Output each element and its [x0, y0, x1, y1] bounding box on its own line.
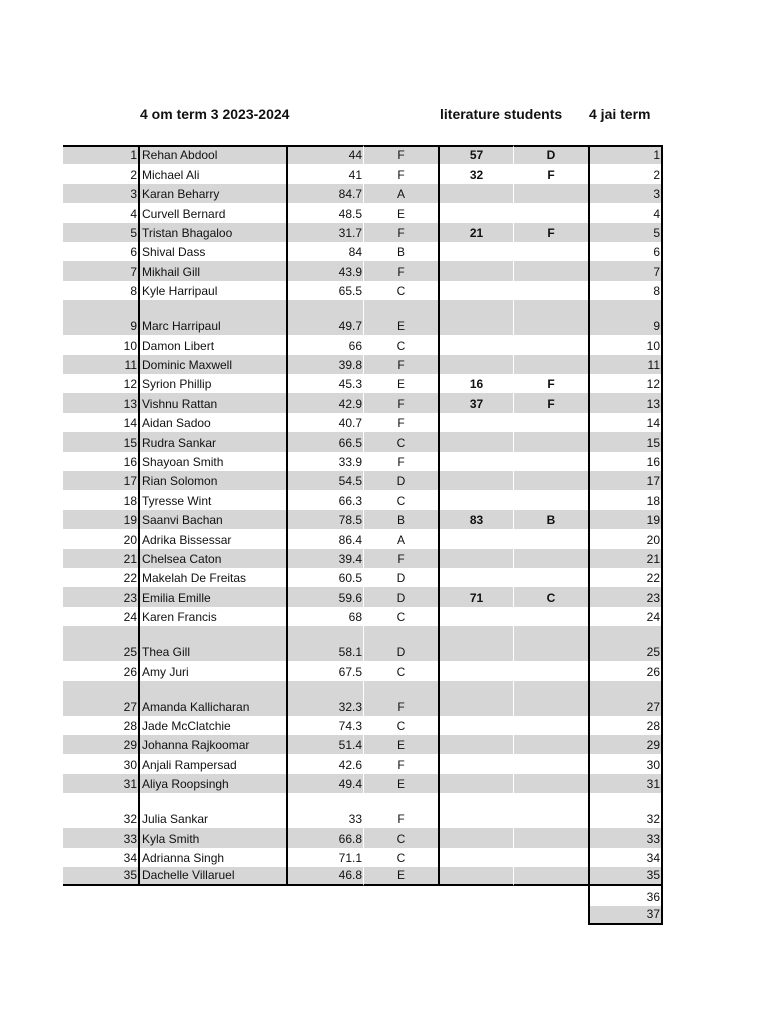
- literature-grade-cell[interactable]: [513, 607, 588, 626]
- student-name-cell[interactable]: Emilia Emille: [138, 587, 288, 606]
- table-row: [63, 735, 663, 754]
- term4-number-cell[interactable]: 14: [588, 413, 663, 432]
- term3-score-cell[interactable]: 46.8: [288, 867, 363, 886]
- term3-grade-cell[interactable]: C: [363, 661, 438, 680]
- sheet-title: 4 om term 3 2023-2024: [140, 106, 290, 122]
- row-number-cell[interactable]: 6: [130, 245, 137, 260]
- term4-number-cell[interactable]: 17: [588, 471, 663, 490]
- student-name-cell[interactable]: Saanvi Bachan: [138, 510, 288, 529]
- row-number-cell[interactable]: 12: [123, 377, 137, 392]
- literature-grade-cell[interactable]: D: [513, 145, 588, 164]
- literature-grade-cell[interactable]: [513, 355, 588, 374]
- row-number-cell[interactable]: 8: [130, 284, 137, 299]
- row-number-cell[interactable]: 17: [63, 471, 138, 490]
- term3-score-cell[interactable]: 41: [348, 167, 362, 182]
- literature-grade-cell[interactable]: F: [513, 393, 588, 412]
- literature-grade-cell[interactable]: [513, 432, 588, 451]
- literature-grade-cell[interactable]: B: [513, 510, 588, 529]
- student-name-cell[interactable]: Karen Francis: [138, 607, 288, 626]
- student-name-cell[interactable]: Aliya Roopsingh: [138, 774, 288, 793]
- term4-number-cell[interactable]: 34: [588, 848, 663, 867]
- student-name-cell[interactable]: Johanna Rajkoomar: [138, 735, 288, 754]
- term3-score-cell[interactable]: 39.4: [288, 549, 363, 568]
- table-row: [63, 828, 663, 847]
- student-name-cell[interactable]: Rian Solomon: [138, 471, 288, 490]
- term4-number-cell[interactable]: 3: [588, 184, 663, 203]
- row-number-cell[interactable]: 14: [123, 416, 137, 431]
- term3-grade-cell[interactable]: E: [363, 867, 438, 886]
- row-number-cell[interactable]: 19: [63, 510, 138, 529]
- term4-number-cell[interactable]: 8: [588, 281, 663, 300]
- term3-grade-cell[interactable]: C: [363, 281, 438, 300]
- table-row: [63, 793, 663, 828]
- table-row: [63, 432, 663, 451]
- row-number-cell[interactable]: 11: [63, 355, 138, 374]
- row-number-cell[interactable]: 26: [123, 664, 137, 679]
- term3-score-cell[interactable]: 68: [348, 610, 362, 625]
- literature-score-cell[interactable]: [438, 848, 513, 867]
- term3-score-cell[interactable]: 78.5: [288, 510, 363, 529]
- term3-grade-cell[interactable]: E: [363, 735, 438, 754]
- student-name-cell[interactable]: Curvell Bernard: [138, 203, 288, 222]
- term3-score-cell[interactable]: 31.7: [288, 223, 363, 242]
- student-name-cell[interactable]: Karan Beharry: [138, 184, 288, 203]
- row-number-cell[interactable]: 18: [123, 493, 137, 508]
- student-name-cell[interactable]: Amy Juri: [138, 661, 288, 680]
- table-row: [63, 774, 663, 793]
- literature-grade-cell[interactable]: [513, 300, 588, 335]
- term3-grade-cell[interactable]: C: [363, 490, 438, 509]
- student-name-cell[interactable]: Kyla Smith: [138, 828, 288, 847]
- student-name-cell[interactable]: Michael Ali: [138, 164, 288, 183]
- literature-score-cell[interactable]: 71: [438, 587, 513, 606]
- literature-score-cell[interactable]: [438, 281, 513, 300]
- row-number-cell[interactable]: 21: [63, 549, 138, 568]
- literature-score-cell[interactable]: [438, 490, 513, 509]
- term3-grade-cell[interactable]: F: [363, 393, 438, 412]
- term4-number-cell[interactable]: 28: [588, 716, 663, 735]
- term4-number-cell[interactable]: 37: [588, 906, 663, 925]
- literature-grade-cell[interactable]: [513, 867, 588, 886]
- table-row: [63, 223, 663, 242]
- literature-score-cell[interactable]: [438, 549, 513, 568]
- literature-grade-cell[interactable]: C: [513, 587, 588, 606]
- literature-score-cell[interactable]: [438, 300, 513, 335]
- term4-number-cell[interactable]: 10: [588, 335, 663, 354]
- row-number-cell[interactable]: 24: [123, 610, 137, 625]
- literature-score-cell[interactable]: 32: [438, 164, 513, 183]
- literature-grade-cell[interactable]: F: [513, 374, 588, 393]
- literature-grade-cell[interactable]: [513, 335, 588, 354]
- term3-score-cell[interactable]: 71.1: [338, 850, 362, 865]
- term3-score-cell[interactable]: 42.6: [338, 757, 362, 772]
- literature-score-cell[interactable]: [438, 867, 513, 886]
- literature-grade-cell[interactable]: [513, 471, 588, 490]
- term4-number-cell[interactable]: 32: [588, 793, 663, 828]
- literature-grade-cell[interactable]: [513, 568, 588, 587]
- student-name-cell[interactable]: Shival Dass: [138, 242, 288, 261]
- term4-number-cell[interactable]: 22: [588, 568, 663, 587]
- row-number-cell[interactable]: 7: [63, 261, 138, 280]
- term3-grade-cell[interactable]: F: [363, 164, 438, 183]
- student-name-cell[interactable]: Julia Sankar: [138, 793, 288, 828]
- term3-score-cell[interactable]: 54.5: [288, 471, 363, 490]
- literature-grade-cell[interactable]: [513, 490, 588, 509]
- term4-heading: 4 jai term: [589, 106, 651, 122]
- literature-grade-cell[interactable]: [513, 452, 588, 471]
- row-number-cell[interactable]: 31: [63, 774, 138, 793]
- term3-score-cell[interactable]: 65.5: [338, 284, 362, 299]
- literature-score-cell[interactable]: [438, 735, 513, 754]
- term4-number-cell[interactable]: 18: [588, 490, 663, 509]
- literature-grade-cell[interactable]: [513, 281, 588, 300]
- literature-grade-cell[interactable]: F: [513, 223, 588, 242]
- row-number-cell[interactable]: 20: [123, 532, 137, 547]
- term3-score-cell[interactable]: 84.7: [288, 184, 363, 203]
- literature-score-cell[interactable]: [438, 626, 513, 661]
- term4-number-cell[interactable]: 16: [588, 452, 663, 471]
- term3-grade-cell[interactable]: D: [363, 568, 438, 587]
- term3-score-cell[interactable]: 48.5: [338, 206, 362, 221]
- table-row: [63, 164, 663, 183]
- term4-number-cell[interactable]: 7: [588, 261, 663, 280]
- literature-grade-cell[interactable]: [513, 549, 588, 568]
- table-row: [63, 549, 663, 568]
- literature-grade-cell[interactable]: [513, 184, 588, 203]
- row-number-cell[interactable]: 30: [123, 757, 137, 772]
- literature-grade-cell[interactable]: [513, 735, 588, 754]
- table-row: [63, 300, 663, 335]
- row-number-cell[interactable]: 25: [63, 626, 138, 661]
- term4-number-cell[interactable]: 29: [588, 735, 663, 754]
- term3-grade-cell[interactable]: C: [363, 828, 438, 847]
- term4-number-cell[interactable]: 6: [588, 242, 663, 261]
- table-row: [63, 184, 663, 203]
- term4-number-cell[interactable]: 15: [588, 432, 663, 451]
- term3-score-cell[interactable]: 59.6: [288, 587, 363, 606]
- table-row: [63, 848, 663, 867]
- literature-score-cell[interactable]: [438, 661, 513, 680]
- table-row: [63, 393, 663, 412]
- term3-grade-cell[interactable]: B: [363, 510, 438, 529]
- student-name-cell[interactable]: Aidan Sadoo: [138, 413, 288, 432]
- table-row: [63, 145, 663, 164]
- term4-number-cell[interactable]: 20: [588, 529, 663, 548]
- literature-grade-cell[interactable]: [513, 413, 588, 432]
- term3-grade-cell[interactable]: D: [363, 587, 438, 606]
- term3-grade-cell[interactable]: F: [363, 681, 438, 716]
- literature-grade-cell[interactable]: [513, 529, 588, 548]
- row-number-cell[interactable]: 10: [123, 338, 137, 353]
- literature-score-cell[interactable]: [438, 355, 513, 374]
- literature-grade-cell[interactable]: [513, 681, 588, 716]
- term3-score-cell[interactable]: 42.9: [288, 393, 363, 412]
- student-name-cell[interactable]: Syrion Phillip: [138, 374, 288, 393]
- literature-score-cell[interactable]: [438, 716, 513, 735]
- table-row: [63, 452, 663, 471]
- term3-grade-cell[interactable]: F: [363, 413, 438, 432]
- table-row: [63, 490, 663, 509]
- term3-grade-cell[interactable]: C: [363, 335, 438, 354]
- literature-grade-cell[interactable]: [513, 754, 588, 773]
- term4-number-cell[interactable]: 21: [588, 549, 663, 568]
- term4-number-cell[interactable]: 35: [588, 867, 663, 886]
- literature-grade-cell[interactable]: [513, 261, 588, 280]
- term3-score-cell[interactable]: 66.5: [288, 432, 363, 451]
- term4-number-cell[interactable]: 12: [588, 374, 663, 393]
- term3-grade-cell[interactable]: F: [363, 145, 438, 164]
- term4-number-cell[interactable]: 23: [588, 587, 663, 606]
- term4-number-cell[interactable]: 4: [588, 203, 663, 222]
- student-name-cell[interactable]: Chelsea Caton: [138, 549, 288, 568]
- student-name-cell[interactable]: Kyle Harripaul: [138, 281, 288, 300]
- literature-score-cell[interactable]: 37: [438, 393, 513, 412]
- term3-grade-cell[interactable]: A: [363, 529, 438, 548]
- term3-score-cell[interactable]: 51.4: [288, 735, 363, 754]
- literature-grade-cell[interactable]: [513, 626, 588, 661]
- term3-grade-cell[interactable]: A: [363, 184, 438, 203]
- literature-score-cell[interactable]: 16: [438, 374, 513, 393]
- term3-grade-cell[interactable]: B: [363, 242, 438, 261]
- student-name-cell[interactable]: Vishnu Rattan: [138, 393, 288, 412]
- term4-number-cell[interactable]: 26: [588, 661, 663, 680]
- literature-score-cell[interactable]: [438, 828, 513, 847]
- table-row: [63, 716, 663, 735]
- term4-number-cell[interactable]: 2: [588, 164, 663, 183]
- row-number-cell[interactable]: 27: [63, 681, 138, 716]
- term4-number-cell[interactable]: 5: [588, 223, 663, 242]
- table-row: [63, 587, 663, 606]
- student-name-cell[interactable]: Adrika Bissessar: [138, 529, 288, 548]
- literature-score-cell[interactable]: [438, 471, 513, 490]
- literature-grade-cell[interactable]: [513, 242, 588, 261]
- term3-score-cell[interactable]: 58.1: [288, 626, 363, 661]
- literature-grade-cell[interactable]: [513, 793, 588, 828]
- student-name-cell[interactable]: Tyresse Wint: [138, 490, 288, 509]
- term3-score-cell[interactable]: 49.4: [288, 774, 363, 793]
- row-number-cell[interactable]: 32: [123, 812, 137, 827]
- literature-score-cell[interactable]: [438, 774, 513, 793]
- literature-grade-cell[interactable]: [513, 828, 588, 847]
- term3-grade-cell[interactable]: E: [363, 374, 438, 393]
- term3-grade-cell[interactable]: F: [363, 355, 438, 374]
- literature-score-cell[interactable]: 57: [438, 145, 513, 164]
- row-number-cell[interactable]: 9: [63, 300, 138, 335]
- row-number-cell[interactable]: 16: [123, 454, 137, 469]
- term3-grade-cell[interactable]: C: [363, 432, 438, 451]
- term3-grade-cell[interactable]: E: [363, 203, 438, 222]
- term3-score-cell[interactable]: 66: [348, 338, 362, 353]
- student-name-cell[interactable]: Dominic Maxwell: [138, 355, 288, 374]
- table-row: [63, 471, 663, 490]
- term3-score-cell[interactable]: 32.3: [288, 681, 363, 716]
- table-row: [63, 413, 663, 432]
- student-name-cell[interactable]: Anjali Rampersad: [138, 754, 288, 773]
- term3-score-cell[interactable]: 40.7: [338, 416, 362, 431]
- table-row: [63, 374, 663, 393]
- student-name-cell[interactable]: Jade McClatchie: [138, 716, 288, 735]
- row-number-cell[interactable]: 5: [63, 223, 138, 242]
- term3-score-cell[interactable]: 33.9: [338, 454, 362, 469]
- literature-score-cell[interactable]: [438, 607, 513, 626]
- table-row: [63, 568, 663, 587]
- literature-students-heading: literature students: [440, 106, 563, 122]
- row-number-cell[interactable]: 23: [63, 587, 138, 606]
- term3-score-cell[interactable]: 44: [288, 145, 363, 164]
- row-number-cell[interactable]: 33: [63, 828, 138, 847]
- term3-grade-cell[interactable]: D: [363, 471, 438, 490]
- student-name-cell[interactable]: Damon Libert: [138, 335, 288, 354]
- literature-score-cell[interactable]: [438, 452, 513, 471]
- table-row: [63, 607, 663, 626]
- literature-grade-cell[interactable]: [513, 716, 588, 735]
- literature-score-cell[interactable]: [438, 184, 513, 203]
- term3-score-cell[interactable]: 74.3: [338, 718, 362, 733]
- student-name-cell[interactable]: Rudra Sankar: [138, 432, 288, 451]
- term3-grade-cell[interactable]: C: [363, 848, 438, 867]
- table-row: [63, 626, 663, 661]
- term3-score-cell[interactable]: 45.3: [338, 377, 362, 392]
- term3-grade-cell[interactable]: C: [363, 716, 438, 735]
- literature-score-cell[interactable]: [438, 413, 513, 432]
- term4-number-cell[interactable]: 25: [588, 626, 663, 661]
- term3-score-cell[interactable]: 84: [348, 245, 362, 260]
- term3-grade-cell[interactable]: E: [363, 774, 438, 793]
- term4-number-cell[interactable]: 1: [588, 145, 663, 164]
- term3-score-cell[interactable]: 67.5: [338, 664, 362, 679]
- table-row: [63, 529, 663, 548]
- row-number-cell[interactable]: 13: [63, 393, 138, 412]
- term3-score-cell[interactable]: 33: [348, 812, 362, 827]
- term4-number-cell[interactable]: 33: [588, 828, 663, 847]
- term4-number-cell[interactable]: 11: [588, 355, 663, 374]
- student-name-cell[interactable]: Thea Gill: [138, 626, 288, 661]
- table-row: [63, 261, 663, 280]
- table-row: [63, 867, 663, 886]
- row-number-cell[interactable]: 29: [63, 735, 138, 754]
- student-name-cell[interactable]: Mikhail Gill: [138, 261, 288, 280]
- student-name-cell[interactable]: Dachelle Villaruel: [138, 867, 288, 886]
- table-row: [63, 242, 663, 261]
- term3-grade-cell[interactable]: C: [363, 607, 438, 626]
- table-row: [63, 510, 663, 529]
- literature-score-cell[interactable]: 83: [438, 510, 513, 529]
- term3-score-cell[interactable]: 86.4: [338, 532, 362, 547]
- literature-score-cell[interactable]: [438, 261, 513, 280]
- literature-score-cell[interactable]: [438, 529, 513, 548]
- term4-number-cell[interactable]: 13: [588, 393, 663, 412]
- table-row: [63, 754, 663, 773]
- student-name-cell[interactable]: Shayoan Smith: [138, 452, 288, 471]
- table-row: [63, 661, 663, 680]
- literature-score-cell[interactable]: [438, 432, 513, 451]
- literature-score-cell[interactable]: [438, 793, 513, 828]
- literature-grade-cell[interactable]: [513, 848, 588, 867]
- term3-grade-cell[interactable]: F: [363, 549, 438, 568]
- term4-number-cell[interactable]: 9: [588, 300, 663, 335]
- row-number-cell[interactable]: 2: [130, 167, 137, 182]
- row-number-cell[interactable]: 4: [130, 206, 137, 221]
- term4-number-cell[interactable]: 27: [588, 681, 663, 716]
- table-row: [63, 281, 663, 300]
- term3-score-cell[interactable]: 39.8: [288, 355, 363, 374]
- row-number-cell[interactable]: 28: [123, 718, 137, 733]
- student-name-cell[interactable]: Rehan Abdool: [138, 145, 288, 164]
- term3-score-cell[interactable]: 49.7: [288, 300, 363, 335]
- student-name-cell[interactable]: Amanda Kallicharan: [138, 681, 288, 716]
- term3-score-cell[interactable]: 43.9: [288, 261, 363, 280]
- term3-grade-cell[interactable]: F: [363, 223, 438, 242]
- student-name-cell[interactable]: Adrianna Singh: [138, 848, 288, 867]
- literature-grade-cell[interactable]: [513, 203, 588, 222]
- literature-score-cell[interactable]: [438, 335, 513, 354]
- student-name-cell[interactable]: Tristan Bhagaloo: [138, 223, 288, 242]
- table-row: [63, 355, 663, 374]
- term4-number-cell[interactable]: 31: [588, 774, 663, 793]
- student-name-cell[interactable]: Marc Harripaul: [138, 300, 288, 335]
- term4-number-cell[interactable]: 24: [588, 607, 663, 626]
- term3-grade-cell[interactable]: D: [363, 626, 438, 661]
- term3-score-cell[interactable]: 66.3: [338, 493, 362, 508]
- literature-grade-cell[interactable]: F: [513, 164, 588, 183]
- student-name-cell[interactable]: Makelah De Freitas: [138, 568, 288, 587]
- literature-score-cell[interactable]: [438, 681, 513, 716]
- term3-score-cell[interactable]: 66.8: [288, 828, 363, 847]
- row-number-cell[interactable]: 15: [63, 432, 138, 451]
- term4-number-cell[interactable]: 30: [588, 754, 663, 773]
- literature-score-cell[interactable]: [438, 242, 513, 261]
- term3-grade-cell[interactable]: F: [363, 452, 438, 471]
- term3-grade-cell[interactable]: F: [363, 754, 438, 773]
- term3-grade-cell[interactable]: F: [363, 793, 438, 828]
- row-number-cell[interactable]: 34: [123, 850, 137, 865]
- literature-grade-cell[interactable]: [513, 661, 588, 680]
- table-row: [63, 681, 663, 716]
- literature-score-cell[interactable]: [438, 203, 513, 222]
- table-row: [63, 335, 663, 354]
- literature-grade-cell[interactable]: [513, 774, 588, 793]
- row-number-cell[interactable]: 1: [63, 145, 138, 164]
- term3-grade-cell[interactable]: F: [363, 261, 438, 280]
- literature-score-cell[interactable]: 21: [438, 223, 513, 242]
- row-number-cell[interactable]: 35: [63, 867, 138, 886]
- term3-grade-cell[interactable]: E: [363, 300, 438, 335]
- literature-score-cell[interactable]: [438, 754, 513, 773]
- term3-score-cell[interactable]: 60.5: [338, 571, 362, 586]
- row-number-cell[interactable]: 22: [123, 571, 137, 586]
- term4-number-cell[interactable]: 36: [588, 886, 663, 905]
- table-row: [63, 203, 663, 222]
- row-number-cell[interactable]: 3: [63, 184, 138, 203]
- literature-score-cell[interactable]: [438, 568, 513, 587]
- term4-number-cell[interactable]: 19: [588, 510, 663, 529]
